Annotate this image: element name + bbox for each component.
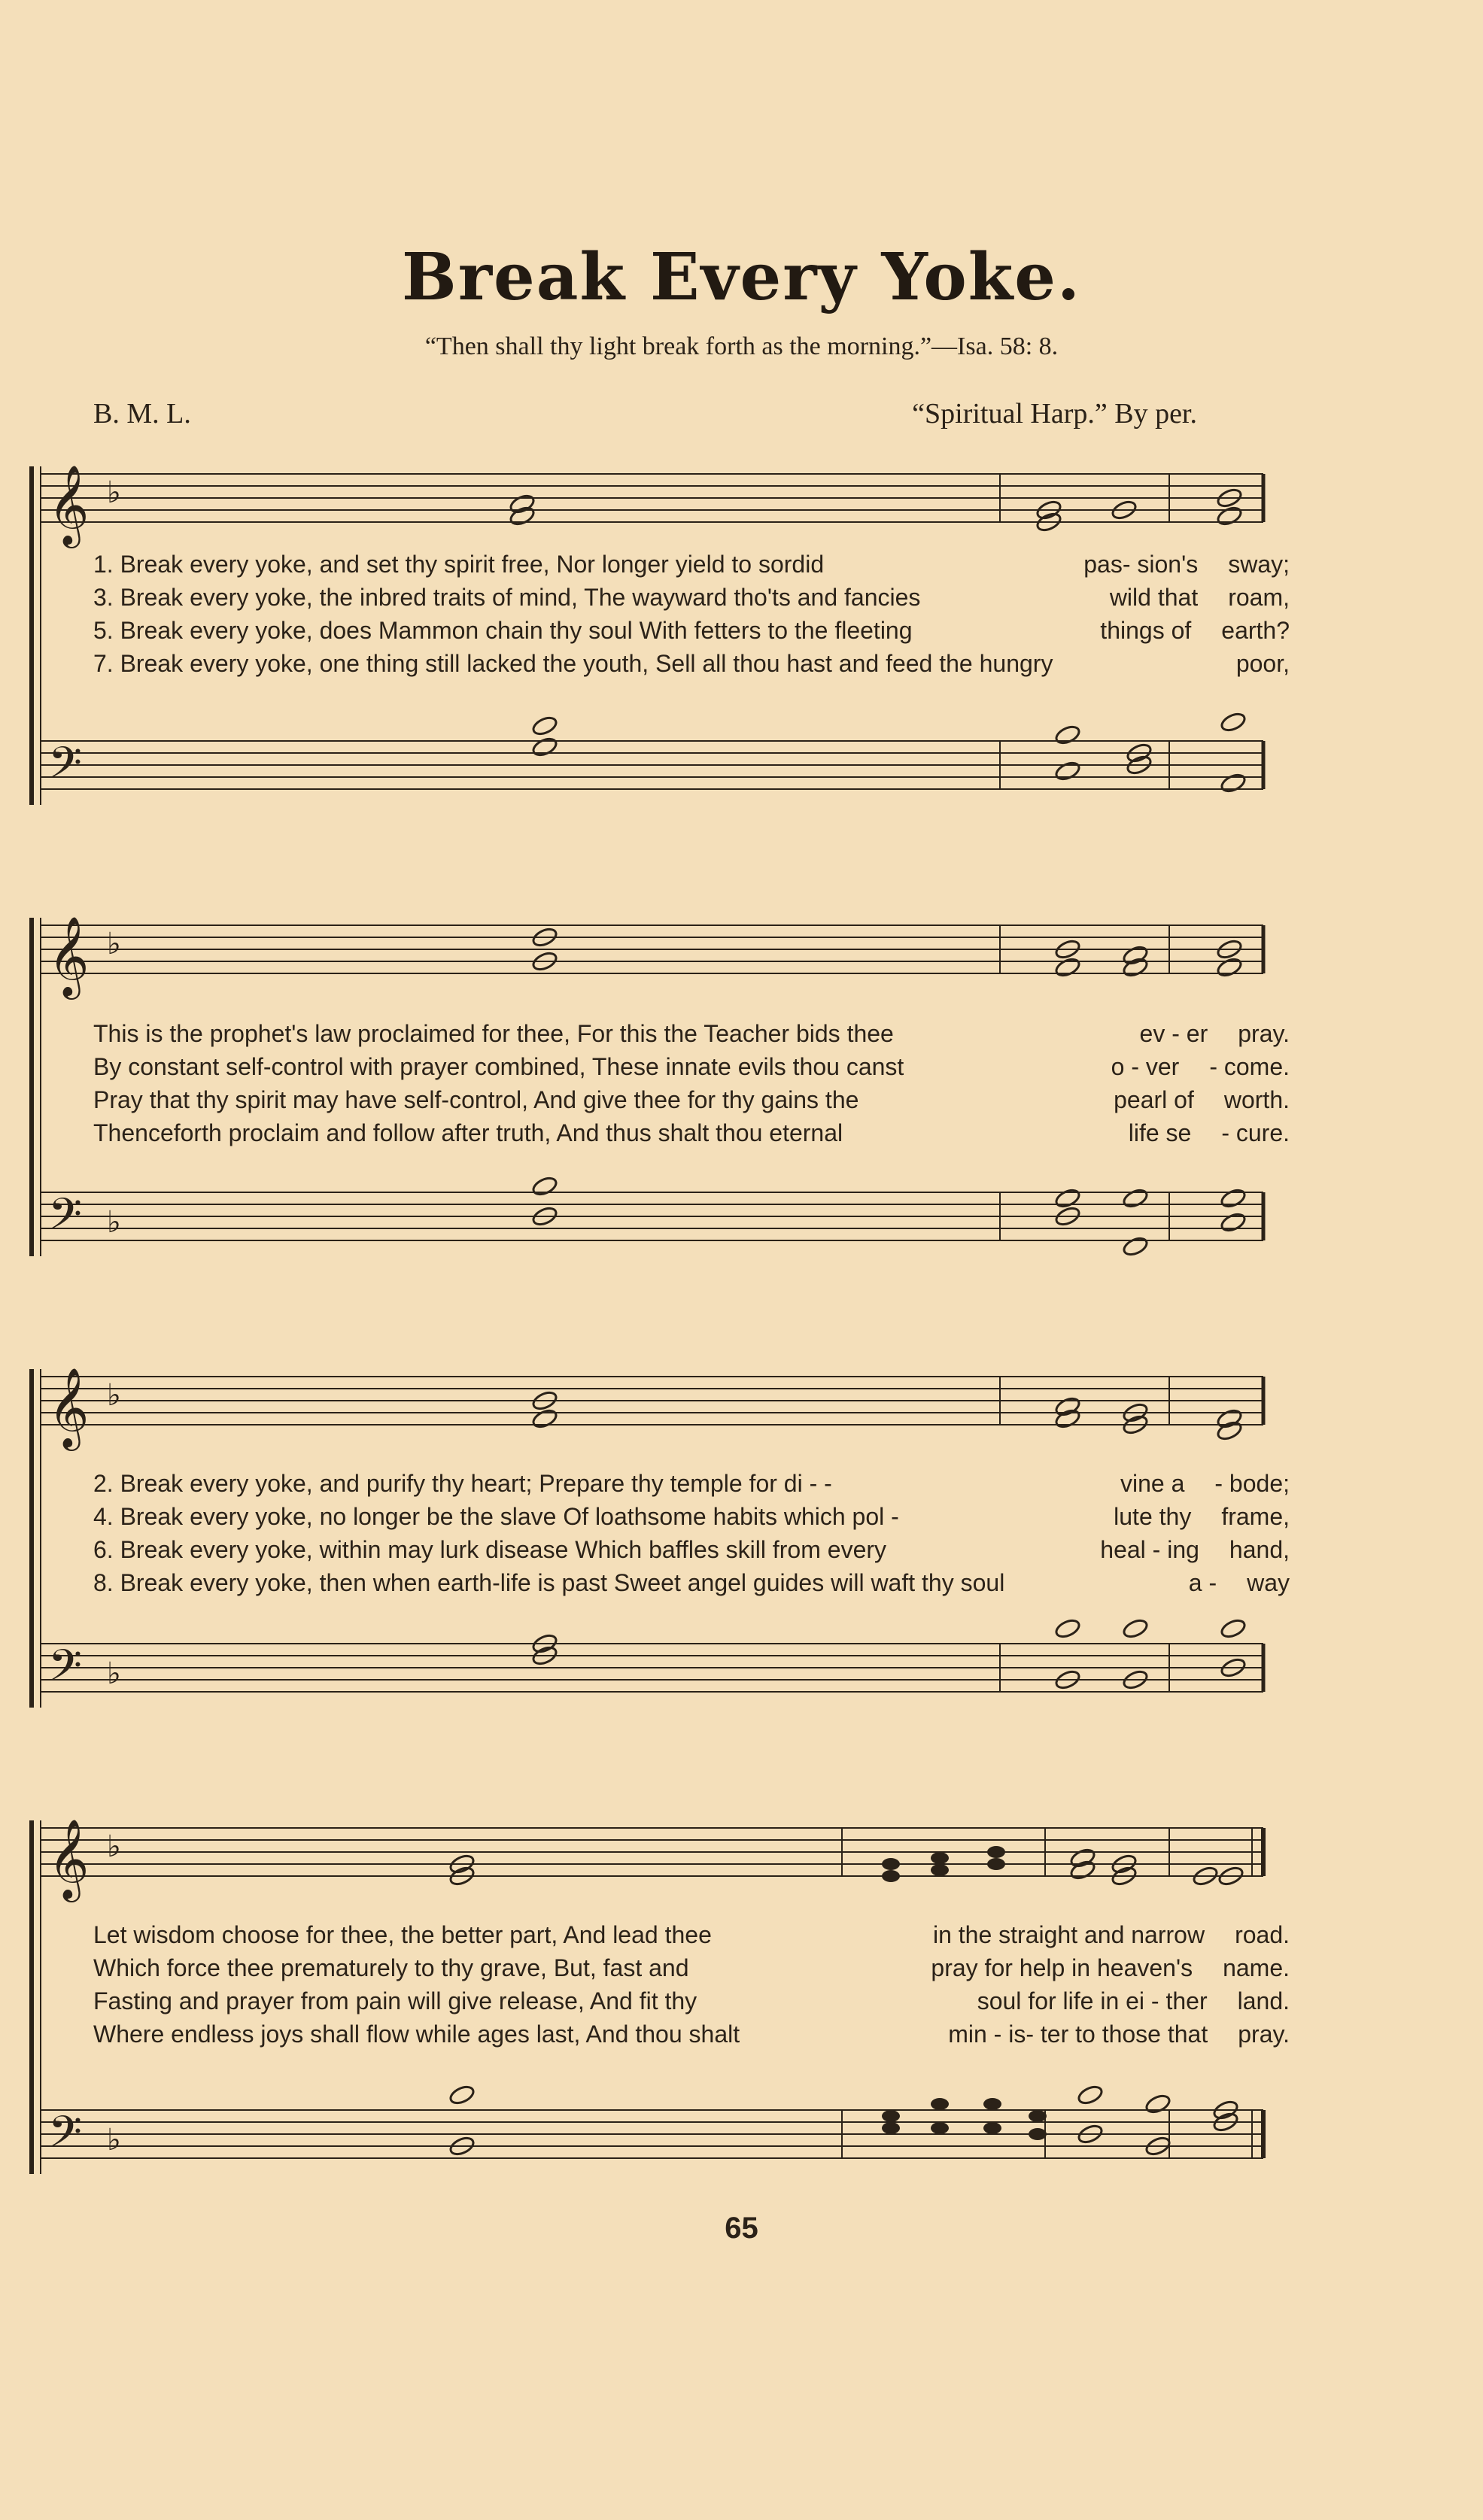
- svg-text:𝄞: 𝄞: [48, 1367, 90, 1447]
- svg-text:♭: ♭: [107, 1378, 121, 1412]
- svg-text:♭: ♭: [107, 927, 121, 961]
- svg-text:𝄢: 𝄢: [48, 1640, 83, 1702]
- svg-text:𝄞: 𝄞: [48, 915, 90, 996]
- lyric-line: 5. Break every yoke, does Mammon chain thy soul With fetters to the fleeting things of earth?: [93, 617, 1290, 644]
- lyrics-block-1: [93, 548, 1290, 680]
- lyric-line: Let wisdom choose for thee, the better part, And lead thee in the straight and narrow road.: [93, 1921, 1290, 1948]
- svg-text:♭: ♭: [107, 2123, 121, 2157]
- svg-text:𝄞: 𝄞: [48, 1818, 90, 1899]
- lyric-line: By constant self-control with prayer combined, These innate evils thou canst o - ver - come.: [93, 1053, 1290, 1080]
- lyric-line: 3. Break every yoke, the inbred traits of mind, The wayward tho'ts and fancies wild that roam,: [93, 584, 1290, 611]
- lyric-line: Where endless joys shall flow while ages last, And thou shalt min - is- ter to those that pray.: [93, 2021, 1290, 2048]
- epigraph: “Then shall thy light break forth as the morning.”—Isa. 58: 8.: [424, 332, 1059, 360]
- lyric-line: Which force thee prematurely to thy grave, But, fast and pray for help in heaven's name.: [93, 1954, 1290, 1981]
- svg-text:𝄢: 𝄢: [48, 737, 83, 799]
- svg-text:𝄢: 𝄢: [48, 2106, 83, 2168]
- lyric-line: 2. Break every yoke, and purify thy heart; Prepare thy temple for di - - vine a - bode;: [93, 1470, 1290, 1497]
- author-credit: B. M. L.: [93, 398, 191, 430]
- lyrics-block-4: [93, 1918, 1290, 2051]
- music-system-4: [26, 1813, 1290, 2181]
- svg-text:♭: ♭: [107, 1829, 121, 1863]
- lyric-line: Thenceforth proclaim and follow after truth, And thus shalt thou eternal life se - cure.: [93, 1119, 1290, 1146]
- music-system-1: [26, 459, 1290, 812]
- svg-text:♭: ♭: [107, 475, 121, 509]
- lyric-line: Pray that thy spirit may have self-control, And give thee for thy gains the pearl of worth.: [93, 1086, 1290, 1113]
- lyric-line: This is the prophet's law proclaimed for thee, For this the Teacher bids thee ev - er pray.: [93, 1020, 1290, 1047]
- music-system-2: [26, 910, 1290, 1264]
- lyrics-block-3: [93, 1467, 1290, 1599]
- lyric-line: 1. Break every yoke, and set thy spirit free, Nor longer yield to sordid pas- sion's sway;: [93, 551, 1290, 578]
- svg-text:♭: ♭: [107, 1205, 121, 1239]
- lyric-line: 6. Break every yoke, within may lurk disease Which baffles skill from every heal - ing hand,: [93, 1536, 1290, 1563]
- lyric-line: Fasting and prayer from pain will give release, And fit thy soul for life in ei - ther land.: [93, 1987, 1290, 2014]
- lyric-line: 8. Break every yoke, then when earth-life is past Sweet angel guides will waft thy soul a - way: [93, 1569, 1290, 1596]
- lyric-line: 7. Break every yoke, one thing still lacked the youth, Sell all thou hast and feed the hungry poor,: [93, 650, 1290, 677]
- lyric-line: 4. Break every yoke, no longer be the slave Of loathsome habits which pol - lute thy frame,: [93, 1503, 1290, 1530]
- page-number: 65: [725, 2212, 758, 2245]
- hymn-title: Break Every Yoke.: [402, 239, 1081, 315]
- svg-text:𝄢: 𝄢: [48, 1189, 83, 1250]
- lyrics-block-2: [93, 1017, 1290, 1149]
- music-system-3: [26, 1362, 1290, 1715]
- svg-text:𝄞: 𝄞: [48, 464, 90, 545]
- source-credit: “Spiritual Harp.” By per.: [912, 398, 1197, 430]
- svg-text:♭: ♭: [107, 1656, 121, 1690]
